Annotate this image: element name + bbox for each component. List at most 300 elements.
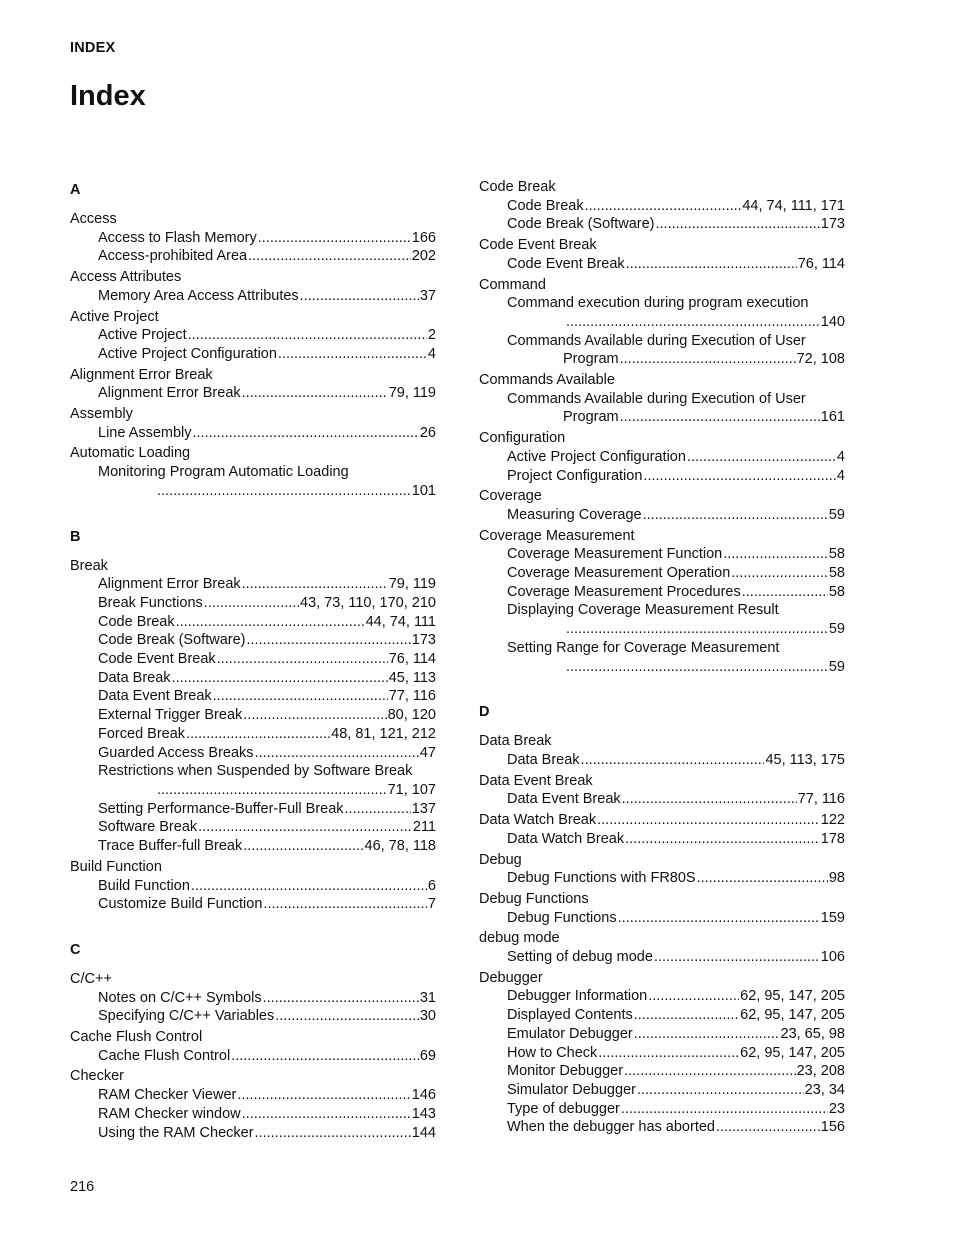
index-entry-pages: 161 xyxy=(820,409,845,426)
index-entry xyxy=(507,1062,845,1081)
index-entry-label: Access to Flash Memory xyxy=(98,229,257,246)
index-entry xyxy=(98,631,436,650)
index-entry-label: Notes on C/C++ Symbols xyxy=(98,989,262,1006)
index-entry-wrapped xyxy=(507,294,845,331)
index-term: Checker xyxy=(70,1068,124,1085)
index-entry xyxy=(507,564,845,583)
dot-leader xyxy=(655,215,819,234)
index-entry-pages: 6 xyxy=(427,877,436,894)
index-entry-pages: 44, 74, 111 xyxy=(365,613,436,630)
index-term-group xyxy=(479,276,845,370)
index-entry-label: Code Break (Software) xyxy=(507,216,655,233)
dot-leader xyxy=(687,448,836,467)
index-entry-pages: 45, 113 xyxy=(388,669,436,686)
index-entry-pages: 4 xyxy=(836,448,845,465)
section-spacer xyxy=(70,547,436,557)
index-term-line xyxy=(479,811,845,830)
index-entry-pages: 58 xyxy=(828,546,845,563)
index-entry-pages: 98 xyxy=(828,870,845,887)
index-term: Debug Functions xyxy=(479,890,589,907)
dot-leader xyxy=(581,751,765,770)
index-entry-label: Specifying C/C++ Variables xyxy=(98,1008,275,1025)
index-entry-label: Code Event Break xyxy=(98,651,216,668)
index-entry xyxy=(98,1086,436,1105)
index-entry-pages: 144 xyxy=(411,1124,436,1141)
index-entry-pages: 76, 114 xyxy=(797,255,845,272)
index-entry xyxy=(507,215,845,234)
index-entry-label: Measuring Coverage xyxy=(507,506,642,523)
index-entry-label: When the debugger has aborted xyxy=(507,1119,715,1136)
index-entry-pages: 122 xyxy=(820,812,845,829)
index-entry-label: Coverage Measurement Operation xyxy=(507,565,731,582)
dot-leader xyxy=(598,1044,739,1063)
index-term: Configuration xyxy=(479,430,566,447)
index-term-group xyxy=(479,429,845,485)
dot-leader xyxy=(648,987,739,1006)
index-entry-label: Memory Area Access Attributes xyxy=(98,287,299,304)
index-entry xyxy=(507,197,845,216)
index-entry xyxy=(98,1047,436,1066)
index-entry-wrapped xyxy=(507,601,845,638)
index-entry-label: Emulator Debugger xyxy=(507,1025,633,1042)
index-entry-label: Alignment Error Break xyxy=(98,576,241,593)
dot-leader xyxy=(566,658,828,677)
index-entry xyxy=(98,818,436,837)
dot-leader xyxy=(585,197,742,216)
index-entry xyxy=(98,877,436,896)
dot-leader xyxy=(242,575,388,594)
index-entry-pages: 23, 34 xyxy=(804,1081,845,1098)
index-entry xyxy=(98,345,436,364)
dot-leader xyxy=(643,467,836,486)
index-term-group xyxy=(479,371,845,427)
dot-leader xyxy=(188,326,427,345)
index-entry xyxy=(507,987,845,1006)
dot-leader xyxy=(345,800,411,819)
index-entry-line xyxy=(156,482,436,501)
index-term-group xyxy=(479,890,845,927)
index-entry-pages: 69 xyxy=(419,1047,436,1064)
index-entry xyxy=(98,287,436,306)
index-entry-pages: 30 xyxy=(419,1008,436,1025)
index-entry-pages: 146 xyxy=(411,1087,436,1104)
index-entry xyxy=(98,424,436,443)
index-entry-pages: 59 xyxy=(828,658,845,675)
index-entry-pages: 45, 113, 175 xyxy=(765,751,845,768)
index-entry xyxy=(98,895,436,914)
index-entry xyxy=(507,830,845,849)
index-entry xyxy=(507,467,845,486)
dot-leader xyxy=(157,781,387,800)
dot-leader xyxy=(618,909,820,928)
index-term-group xyxy=(479,811,845,848)
dot-leader xyxy=(242,1105,411,1124)
index-term: Debugger xyxy=(479,969,543,986)
index-entry xyxy=(98,800,436,819)
dot-leader xyxy=(697,869,828,888)
section-spacer xyxy=(70,503,436,525)
index-term: Build Function xyxy=(70,858,162,875)
index-entry xyxy=(98,575,436,594)
index-term: Active Project xyxy=(70,308,159,325)
index-entry xyxy=(98,384,436,403)
dot-leader xyxy=(300,287,419,306)
index-term: Data Event Break xyxy=(479,772,593,789)
dot-leader xyxy=(243,837,363,856)
index-term: Commands Available xyxy=(479,372,615,389)
index-entry-pages: 76, 114 xyxy=(388,651,436,668)
index-entry xyxy=(507,1118,845,1137)
index-term-group xyxy=(70,366,436,403)
index-entry xyxy=(98,725,436,744)
page-title: Index xyxy=(70,80,146,112)
index-entry-pages: 143 xyxy=(411,1105,436,1122)
index-entry-pages: 101 xyxy=(411,482,436,499)
dot-leader xyxy=(654,948,820,967)
index-entry-pages: 140 xyxy=(820,313,845,330)
index-entry-pages: 79, 119 xyxy=(388,385,436,402)
index-entry-label: Data Watch Break xyxy=(479,812,597,829)
index-term: Cache Flush Control xyxy=(70,1029,203,1046)
index-entry-pages: 62, 95, 147, 205 xyxy=(740,988,845,1005)
index-entry xyxy=(507,751,845,770)
index-entry-label: Access-prohibited Area xyxy=(98,248,248,265)
index-term-group xyxy=(479,851,845,888)
index-entry-pages: 2 xyxy=(427,327,436,344)
index-term-group xyxy=(70,444,436,500)
index-entry xyxy=(507,506,845,525)
index-entry-label: Project Configuration xyxy=(507,467,643,484)
index-entry xyxy=(507,948,845,967)
section-spacer xyxy=(479,722,845,732)
index-entry-wrapped xyxy=(507,332,845,369)
dot-leader xyxy=(193,424,419,443)
index-entry xyxy=(507,790,845,809)
index-entry xyxy=(98,744,436,763)
dot-leader xyxy=(263,895,427,914)
index-entry-label: Forced Break xyxy=(98,725,186,742)
index-entry xyxy=(98,1105,436,1124)
dot-leader xyxy=(248,247,411,266)
dot-leader xyxy=(198,818,412,837)
index-entry-pages: 4 xyxy=(836,467,845,484)
index-term-group xyxy=(70,1067,436,1142)
index-term: Access Attributes xyxy=(70,269,182,286)
index-entry-pages: 23, 208 xyxy=(796,1063,845,1080)
index-entry-wrapped xyxy=(98,463,436,500)
index-entry-pages: 72, 108 xyxy=(796,351,845,368)
index-entry-label: Program xyxy=(563,351,619,368)
index-entry xyxy=(98,229,436,248)
index-letter-heading: D xyxy=(479,704,490,721)
index-entry-pages: 79, 119 xyxy=(388,576,436,593)
index-entry xyxy=(98,247,436,266)
dot-leader xyxy=(742,583,828,602)
index-entry-pages: 7 xyxy=(427,896,436,913)
index-entry-pages: 26 xyxy=(419,424,436,441)
index-entry-line xyxy=(565,620,845,639)
index-entry-pages: 71, 107 xyxy=(387,781,436,798)
index-term-group xyxy=(70,970,436,1026)
index-entry-label: Line Assembly xyxy=(98,424,192,441)
index-entry xyxy=(507,1100,845,1119)
index-entry-pages: 58 xyxy=(828,583,845,600)
dot-leader xyxy=(643,506,828,525)
index-entry-label: Data Break xyxy=(98,669,171,686)
index-entry-label: Commands Available during Execution of User xyxy=(507,390,806,407)
dot-leader xyxy=(634,1006,739,1025)
index-term-group xyxy=(70,210,436,266)
index-term-group xyxy=(479,527,845,677)
index-entry-pages: 211 xyxy=(412,819,436,836)
index-term-group xyxy=(479,487,845,524)
index-term: Automatic Loading xyxy=(70,445,191,462)
dot-leader xyxy=(231,1047,419,1066)
index-term-group xyxy=(479,236,845,273)
index-entry-label: Commands Available during Execution of User xyxy=(507,332,806,349)
index-letter-heading: B xyxy=(70,528,81,545)
index-term: Coverage Measurement xyxy=(479,527,635,544)
index-entry-label: Program xyxy=(563,409,619,426)
dot-leader xyxy=(263,989,419,1008)
dot-leader xyxy=(176,613,365,632)
index-entry-label: Code Break xyxy=(98,613,175,630)
index-entry-label: Data Event Break xyxy=(507,791,621,808)
index-term: Access xyxy=(70,211,117,227)
index-entry-label: Active Project xyxy=(98,327,187,344)
index-entry-label: Displaying Coverage Measurement Result xyxy=(507,602,779,619)
index-entry xyxy=(507,909,845,928)
index-term-group xyxy=(70,557,436,856)
index-entry-pages: 77, 116 xyxy=(797,791,845,808)
index-entry-wrapped xyxy=(507,390,845,427)
index-entry-label: Active Project Configuration xyxy=(507,448,686,465)
index-entry-line xyxy=(565,313,845,332)
index-entry-label: Monitor Debugger xyxy=(507,1063,624,1080)
index-entry-label: RAM Checker window xyxy=(98,1105,241,1122)
index-column-right xyxy=(479,178,845,1139)
index-entry-pages: 173 xyxy=(820,216,845,233)
dot-leader xyxy=(716,1118,820,1137)
index-entry xyxy=(507,1044,845,1063)
index-term: Break xyxy=(70,557,108,574)
index-entry-pages: 62, 95, 147, 205 xyxy=(740,1044,845,1061)
index-entry-label: Simulator Debugger xyxy=(507,1081,636,1098)
index-entry-label: Data Event Break xyxy=(98,688,212,705)
index-entry-pages: 59 xyxy=(828,621,845,638)
index-entry-pages: 77, 116 xyxy=(388,688,436,705)
index-entry-label: RAM Checker Viewer xyxy=(98,1087,237,1104)
index-entry xyxy=(98,613,436,632)
index-entry-pages: 137 xyxy=(411,800,436,817)
index-entry-pages: 159 xyxy=(820,909,845,926)
index-entry-label: Code Break (Software) xyxy=(98,632,246,649)
dot-leader xyxy=(246,631,410,650)
dot-leader xyxy=(255,1124,411,1143)
index-entry xyxy=(507,255,845,274)
index-term-group xyxy=(70,308,436,364)
dot-leader xyxy=(258,229,411,248)
index-entry-pages: 43, 73, 110, 170, 210 xyxy=(300,594,436,611)
dot-leader xyxy=(620,350,796,369)
index-entry xyxy=(98,989,436,1008)
dot-leader xyxy=(597,811,820,830)
dot-leader xyxy=(217,650,388,669)
index-entry xyxy=(98,1007,436,1026)
index-entry-label: Alignment Error Break xyxy=(98,385,241,402)
index-entry-label: Guarded Access Breaks xyxy=(98,744,254,761)
index-entry-pages: 46, 78, 118 xyxy=(364,838,436,855)
dot-leader xyxy=(186,725,330,744)
dot-leader xyxy=(242,384,388,403)
index-entry-label: Command execution during program execution xyxy=(507,295,809,312)
index-entry-line xyxy=(565,658,845,677)
index-term: debug mode xyxy=(479,930,560,947)
index-entry-pages: 58 xyxy=(828,565,845,582)
dot-leader xyxy=(157,482,411,501)
index-entry-pages: 59 xyxy=(828,506,845,523)
index-term-group xyxy=(70,268,436,305)
index-entry xyxy=(98,650,436,669)
index-term: C/C++ xyxy=(70,970,112,987)
index-entry-label: Data Break xyxy=(507,751,580,768)
index-entry-pages: 166 xyxy=(411,229,436,246)
section-spacer xyxy=(70,200,436,210)
index-entry-label: Code Event Break xyxy=(507,255,625,272)
index-term-group xyxy=(479,772,845,809)
index-entry-label: Coverage Measurement Function xyxy=(507,546,723,563)
index-entry xyxy=(507,1081,845,1100)
dot-leader xyxy=(621,1100,828,1119)
dot-leader xyxy=(731,564,828,583)
index-entry-label: Type of debugger xyxy=(507,1100,620,1117)
index-term-group xyxy=(479,969,845,1137)
dot-leader xyxy=(243,706,386,725)
dot-leader xyxy=(255,744,419,763)
index-entry xyxy=(507,1025,845,1044)
index-term-group xyxy=(70,858,436,914)
index-entry-pages: 31 xyxy=(419,989,436,1006)
index-entry-label: Build Function xyxy=(98,877,190,894)
index-entry-pages: 23, 65, 98 xyxy=(780,1025,845,1042)
index-entry xyxy=(98,594,436,613)
index-term: Data Break xyxy=(479,733,552,750)
index-term: Debug xyxy=(479,851,522,868)
index-entry-pages: 23 xyxy=(828,1100,845,1117)
index-entry-label: Displayed Contents xyxy=(507,1007,633,1024)
index-entry-pages: 202 xyxy=(411,248,436,265)
dot-leader xyxy=(278,345,427,364)
index-entry-pages: 4 xyxy=(427,345,436,362)
index-entry xyxy=(507,1006,845,1025)
index-entry-label: External Trigger Break xyxy=(98,707,243,724)
index-entry-label: Trace Buffer-full Break xyxy=(98,838,243,855)
index-entry-label: Setting Range for Coverage Measurement xyxy=(507,639,780,656)
index-entry-wrapped xyxy=(98,762,436,799)
index-entry-label: Software Break xyxy=(98,819,198,836)
index-entry-label: How to Check xyxy=(507,1044,598,1061)
index-entry-line xyxy=(563,350,845,369)
dot-leader xyxy=(626,255,797,274)
index-entry-label: Setting Performance-Buffer-Full Break xyxy=(98,800,344,817)
index-entry-label: Data Watch Break xyxy=(507,830,625,847)
dot-leader xyxy=(566,313,820,332)
index-entry-label: Code Break xyxy=(507,197,584,214)
index-entry xyxy=(507,545,845,564)
index-entry-label: Debug Functions xyxy=(507,909,617,926)
index-entry-label: Setting of debug mode xyxy=(507,949,653,966)
index-term: Command xyxy=(479,276,546,293)
index-term-group xyxy=(479,178,845,234)
dot-leader xyxy=(624,1062,796,1081)
index-entry-label: Active Project Configuration xyxy=(98,345,277,362)
index-entry-label: Monitoring Program Automatic Loading xyxy=(98,464,349,481)
page-number: 216 xyxy=(70,1179,95,1195)
index-letter-heading: C xyxy=(70,941,81,958)
index-entry-pages: 44, 74, 111, 171 xyxy=(742,197,845,214)
index-column-left xyxy=(70,178,436,1144)
dot-leader xyxy=(275,1007,419,1026)
dot-leader xyxy=(191,877,427,896)
index-term: Code Event Break xyxy=(479,237,597,254)
index-term: Coverage xyxy=(479,488,542,505)
index-term-group xyxy=(479,732,845,769)
index-entry-label: Cache Flush Control xyxy=(98,1047,231,1064)
section-spacer xyxy=(70,960,436,970)
section-spacer xyxy=(479,678,845,700)
index-entry xyxy=(98,706,436,725)
dot-leader xyxy=(622,790,797,809)
index-entry-wrapped xyxy=(507,639,845,676)
index-entry-label: Restrictions when Suspended by Software Break xyxy=(98,763,413,780)
index-entry-line xyxy=(563,408,845,427)
index-entry xyxy=(98,1124,436,1143)
dot-leader xyxy=(637,1081,804,1100)
dot-leader xyxy=(237,1086,410,1105)
dot-leader xyxy=(566,620,828,639)
index-entry-label: Coverage Measurement Procedures xyxy=(507,583,741,600)
running-head: INDEX xyxy=(70,40,116,56)
index-entry-pages: 62, 95, 147, 205 xyxy=(740,1007,845,1024)
dot-leader xyxy=(625,830,820,849)
index-entry-pages: 80, 120 xyxy=(387,707,436,724)
index-term: Alignment Error Break xyxy=(70,366,213,383)
index-entry-pages: 178 xyxy=(820,830,845,847)
index-entry-pages: 48, 81, 121, 212 xyxy=(331,725,436,742)
dot-leader xyxy=(620,408,820,427)
index-entry-line xyxy=(479,811,845,830)
index-entry-label: Break Functions xyxy=(98,594,203,611)
index-entry-pages: 37 xyxy=(419,287,436,304)
dot-leader xyxy=(634,1025,780,1044)
index-entry-pages: 106 xyxy=(820,949,845,966)
index-entry-label: Debug Functions with FR80S xyxy=(507,870,696,887)
dot-leader xyxy=(204,594,299,613)
index-entry-pages: 156 xyxy=(820,1119,845,1136)
dot-leader xyxy=(723,545,828,564)
index-term-group xyxy=(479,929,845,966)
index-entry xyxy=(98,669,436,688)
index-entry xyxy=(98,326,436,345)
index-entry xyxy=(507,448,845,467)
index-term-group xyxy=(70,1028,436,1065)
dot-leader xyxy=(172,669,388,688)
index-letter-heading: A xyxy=(70,182,81,198)
index-term: Assembly xyxy=(70,406,133,423)
index-entry-pages: 173 xyxy=(411,632,436,649)
index-entry xyxy=(507,583,845,602)
index-entry-line xyxy=(156,781,436,800)
